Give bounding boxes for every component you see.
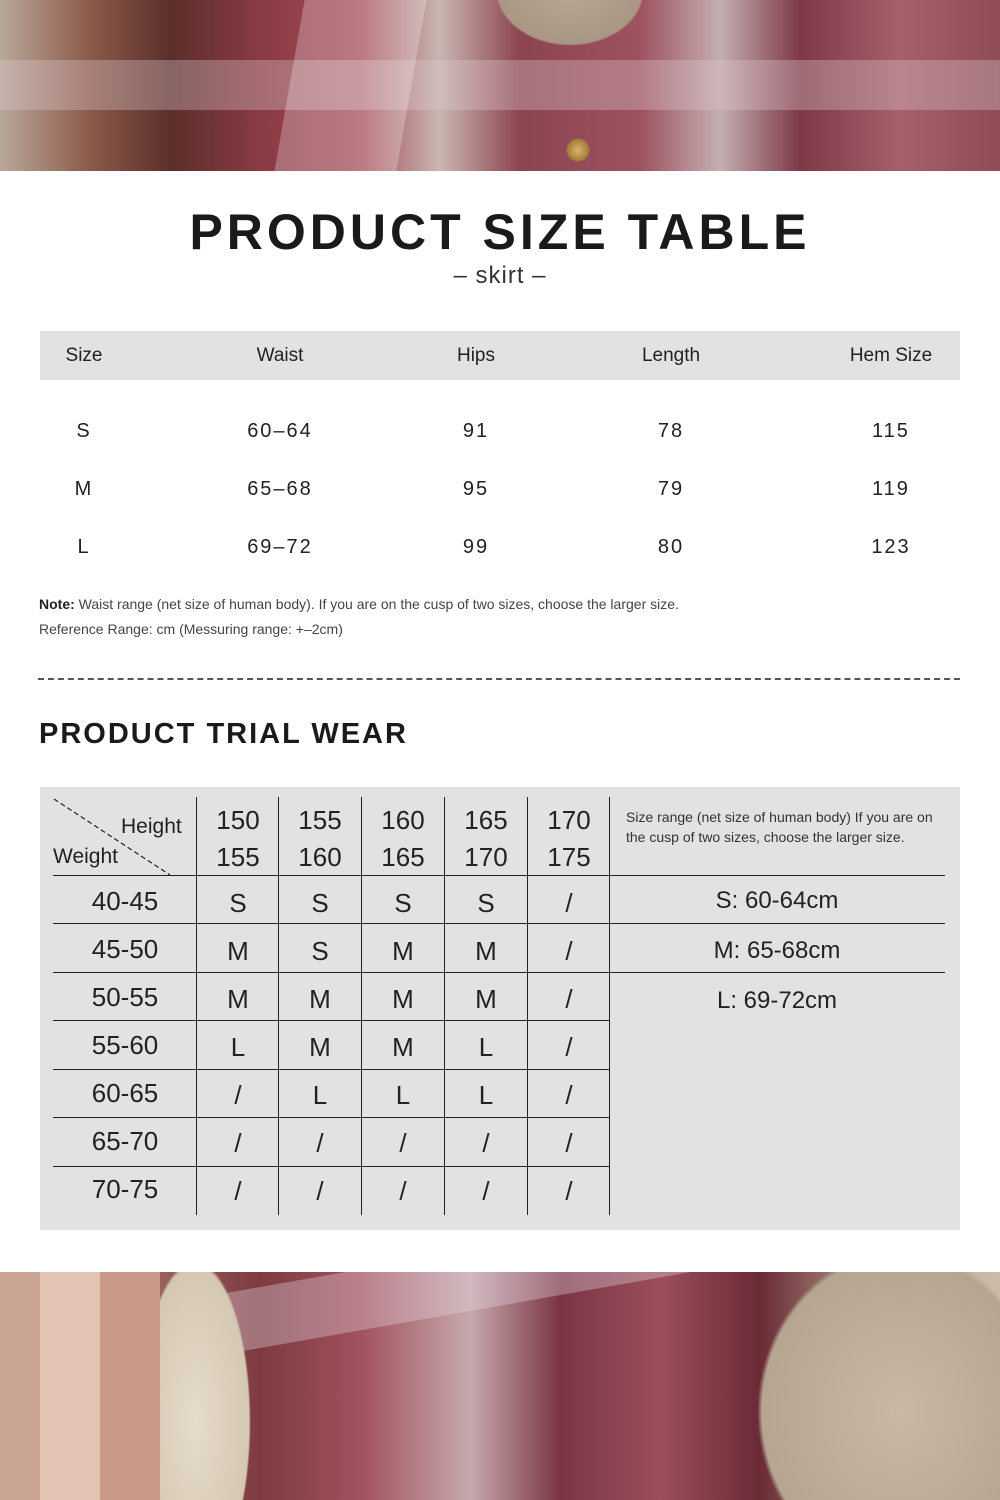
page-title: PRODUCT SIZE TABLE — [189, 204, 811, 260]
size-cell: M — [227, 984, 249, 1014]
weight-label: 50-55 — [91, 982, 159, 1012]
size-cell: / — [482, 1176, 490, 1206]
size-row-m — [40, 478, 960, 508]
row-length: 79 — [657, 478, 685, 500]
row-length: 80 — [657, 536, 685, 558]
height-top: 160 — [381, 805, 425, 835]
grid-line — [53, 1117, 610, 1118]
size-cell: S — [477, 888, 495, 918]
size-row-s — [40, 420, 960, 450]
row-hips: 99 — [462, 536, 490, 558]
reference-range: Reference Range: cm (Messuring range: +–2cm) — [39, 621, 343, 637]
size-cell: S — [394, 888, 412, 918]
weight-label: 40-45 — [91, 886, 159, 916]
row-size: S — [76, 420, 92, 442]
size-table-header — [40, 331, 960, 380]
trial-title: PRODUCT TRIAL WEAR — [39, 718, 408, 750]
weight-label: 65-70 — [91, 1126, 159, 1156]
note-label: Note: — [39, 596, 75, 612]
grid-line — [53, 1069, 610, 1070]
size-cell: M — [475, 984, 497, 1014]
row-waist: 60–64 — [247, 420, 313, 442]
size-cell: / — [399, 1128, 407, 1158]
weight-label: 70-75 — [91, 1174, 159, 1204]
height-bottom: 175 — [547, 842, 591, 872]
height-bottom: 165 — [381, 842, 425, 872]
dashed-divider — [38, 678, 960, 680]
size-cell: L — [395, 1080, 411, 1110]
row-size: M — [74, 478, 94, 500]
size-cell: M — [227, 936, 249, 966]
height-top: 170 — [547, 805, 591, 835]
grid-line — [53, 972, 945, 973]
height-top: 150 — [216, 805, 260, 835]
size-cell: / — [565, 888, 573, 918]
row-length: 78 — [657, 420, 685, 442]
size-cell: S — [229, 888, 247, 918]
height-top: 155 — [298, 805, 342, 835]
size-cell: / — [565, 1176, 573, 1206]
row-waist: 65–68 — [247, 478, 313, 500]
height-bottom: 160 — [298, 842, 342, 872]
weight-label: 60-65 — [91, 1078, 159, 1108]
grid-line — [53, 1020, 610, 1021]
row-size: L — [77, 536, 91, 558]
size-cell: M — [392, 984, 414, 1014]
size-cell: / — [565, 1080, 573, 1110]
row-hem: 115 — [872, 420, 910, 442]
range-m: M: 65-68cm — [713, 937, 841, 964]
corner-height-label: Height — [121, 815, 182, 838]
range-l: L: 69-72cm — [716, 987, 838, 1014]
size-cell: L — [312, 1080, 328, 1110]
size-cell: L — [478, 1032, 494, 1062]
size-cell: M — [392, 936, 414, 966]
note-text: Waist range (net size of human body). If you are on the cusp of two sizes, choose the larger size. — [74, 596, 679, 612]
header-waist: Waist — [256, 345, 304, 366]
grid-line — [53, 1166, 610, 1167]
header-size: Size — [65, 345, 103, 366]
size-range-note: Size range (net size of human body) If you are on the cusp of two sizes, choose the larger size. — [626, 809, 933, 845]
row-hem: 123 — [871, 536, 911, 558]
top-product-photo — [0, 0, 1000, 171]
trial-wear-table — [40, 787, 960, 1230]
grid-line — [53, 875, 945, 876]
size-cell: / — [234, 1128, 242, 1158]
size-note — [39, 596, 679, 612]
size-cell: S — [311, 936, 329, 966]
weight-label: 55-60 — [91, 1030, 159, 1060]
page-subtitle: – skirt – — [453, 262, 547, 289]
corner-weight-label: Weight — [53, 845, 118, 868]
size-cell: M — [475, 936, 497, 966]
size-cell: L — [230, 1032, 246, 1062]
size-row-l — [40, 536, 960, 566]
header-hem-size: Hem Size — [849, 345, 933, 366]
size-cell: / — [565, 984, 573, 1014]
weight-label: 45-50 — [91, 934, 159, 964]
row-hips: 95 — [462, 478, 490, 500]
size-cell: / — [399, 1176, 407, 1206]
row-hips: 91 — [462, 420, 490, 442]
size-cell: M — [309, 984, 331, 1014]
size-cell: M — [392, 1032, 414, 1062]
grid-line — [53, 923, 945, 924]
size-cell: / — [482, 1128, 490, 1158]
size-cell: / — [316, 1176, 324, 1206]
size-cell: L — [478, 1080, 494, 1110]
range-s: S: 60-64cm — [715, 887, 839, 914]
row-hem: 119 — [872, 478, 910, 500]
bottom-product-photo — [0, 1272, 1000, 1500]
header-hips: Hips — [456, 345, 495, 366]
size-cell: / — [316, 1128, 324, 1158]
size-cell: S — [311, 888, 329, 918]
size-cell: / — [565, 936, 573, 966]
row-waist: 69–72 — [247, 536, 313, 558]
size-cell: / — [565, 1032, 573, 1062]
size-cell: / — [565, 1128, 573, 1158]
height-bottom: 155 — [216, 842, 260, 872]
size-cell: / — [234, 1080, 242, 1110]
height-top: 165 — [464, 805, 508, 835]
size-cell: M — [309, 1032, 331, 1062]
size-cell: / — [234, 1176, 242, 1206]
header-length: Length — [641, 345, 701, 366]
height-bottom: 170 — [464, 842, 508, 872]
